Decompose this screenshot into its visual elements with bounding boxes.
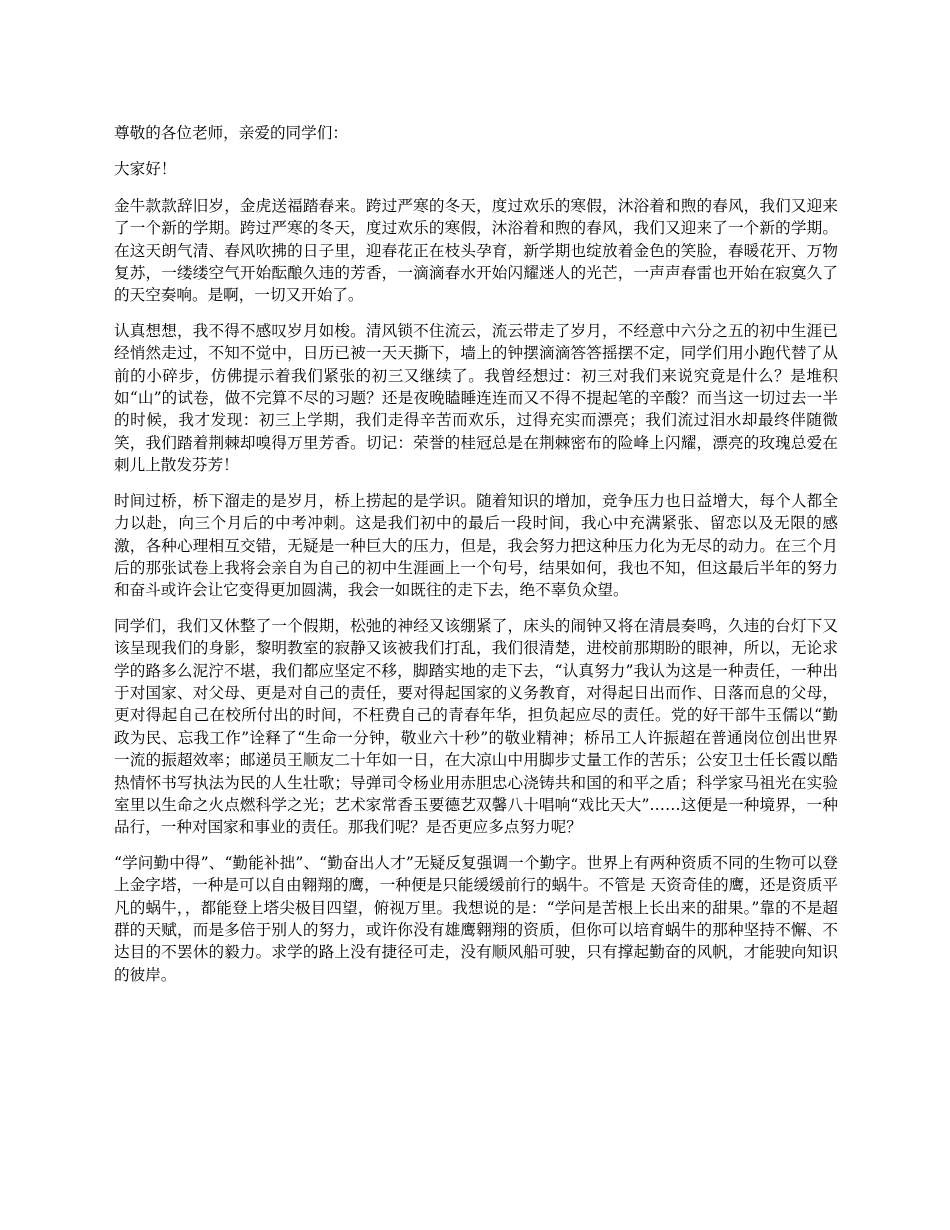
greeting: 大家好！	[114, 160, 177, 179]
document-body	[114, 122, 838, 999]
paragraph-1: 金牛款款辞旧岁，金虎送福踏春来。跨过严寒的冬天，度过欢乐的寒假，沐浴着和煦的春风，我们又迎来了一个新的学期。跨过严寒的冬天，度过欢乐的寒假，沐浴着和煦的春风，我们又迎来了一个新的学期。在这天朗气清、春风吹拂的日子里，迎春花正在枝头孕育，新学期也绽放着金色的笑脸，春暖花开、万物复苏，一缕缕空气开始酝酿久违的芳香，一滴滴春水开始闪耀迷人的光芒，一声声春雷也开始在寂寞久了的天空奏响。是啊，一切又开始了。	[114, 196, 838, 305]
paragraph-2: 认真想想，我不得不感叹岁月如梭。清风锁不住流云，流云带走了岁月，不经意中六分之五的初中生涯已经悄然走过，不知不觉中，日历已被一天天撕下，墙上的钟摆滴滴答答摇摆不定，同学们用小跑代替了从前的小碎步，仿佛提示着我们紧张的初三又继续了。我曾经想过：初三对我们来说究竟是什么？是堆积如“山”的试卷，做不完算不尽的习题？还是夜晚瞌睡连连而又不得不提起笔的辛酸？而当这一切过去一半的时候，我才发现：初三上学期，我们走得辛苦而欢乐，过得充实而漂亮；我们流过泪水却最终伴随微笑，我们踏着荆棘却嗅得万里芳香。切记：荣誉的桂冠总是在荆棘密布的险峰上闪耀，漂亮的玫瑰总爱在刺儿上散发芬芳！	[114, 321, 838, 475]
paragraph-5: “学问勤中得”、“勤能补拙”、“勤奋出人才”无疑反复强调一个勤字。世界上有两种资质不同的生物可以登上金字塔，一种是可以自由翱翔的鹰，一种便是只能缓缓前行的蜗牛。不管是 天资奇佳的鹰，还是资质平凡的蜗牛，，都能登上塔尖极目四望，俯视万里。我想说的是：“学问是苦根上长出来的甜果。”靠的不是超群的天赋，而是多倍于别人的努力，或许你没有雄鹰翱翔的资质，但你可以培育蜗牛的那种坚持不懈、不达目的不罢休的毅力。求学的路上没有捷径可走，没有顺风船可驶，只有撑起勤奋的风帆，才能驶向知识的彼岸。	[114, 853, 838, 984]
salutation: 尊敬的各位老师，亲爱的同学们：	[114, 124, 348, 142]
paragraph-4: 同学们，我们又休整了一个假期，松弛的神经又该绷紧了，床头的闹钟又将在清晨奏鸣，久违的台灯下又该呈现我们的身影，黎明教室的寂静又该被我们打乱，我们很清楚，进校前那期盼的眼神，所以，无论求学的路多么泥泞不堪，我们都应坚定不移，脚踏实地的走下去，“认真努力”我认为这是一种责任，一种出于对国家、对父母、更是对自己的责任，要对得起国家的义务教育，对得起日出而作、日落而息的父母，更对得起自己在校所付出的时间，不枉费自己的青春年华，担负起应尽的责任。党的好干部牛玉儒以“勤政为民、忘我工作”诠释了“生命一分钟，敬业六十秒”的敬业精神；桥吊工人许振超在普通岗位创出世界一流的振超效率；邮递员王顺友二十年如一日，在大凉山中用脚步丈量工作的苦乐；公安卫士任长霞以酷热情怀书写执法为民的人生壮歌；导弹司令杨业用赤胆忠心浇铸共和国的和平之盾；科学家马祖光在实验室里以生命之火点燃科学之光；艺术家常香玉要德艺双馨八十唱响“戏比天大”……这便是一种境界，一种品行，一种对国家和事业的责任。那我们呢？是否更应多点努力呢？	[114, 616, 838, 837]
paragraph-3: 时间过桥，桥下溜走的是岁月，桥上捞起的是学识。随着知识的增加，竞争压力也日益增大，每个人都全力以赴，向三个月后的中考冲刺。这是我们初中的最后一段时间，我心中充满紧张、留恋以及无限的感激，各种心理相互交错，无疑是一种巨大的压力，但是，我会努力把这种压力化为无尽的动力。在三个月后的那张试卷上我将会亲自为自己的初中生涯画上一个句号，结果如何，我也不知，但这最后半年的努力和奋斗或许会让它变得更加圆满，我会一如既往的走下去，绝不辜负众望。	[114, 491, 838, 600]
